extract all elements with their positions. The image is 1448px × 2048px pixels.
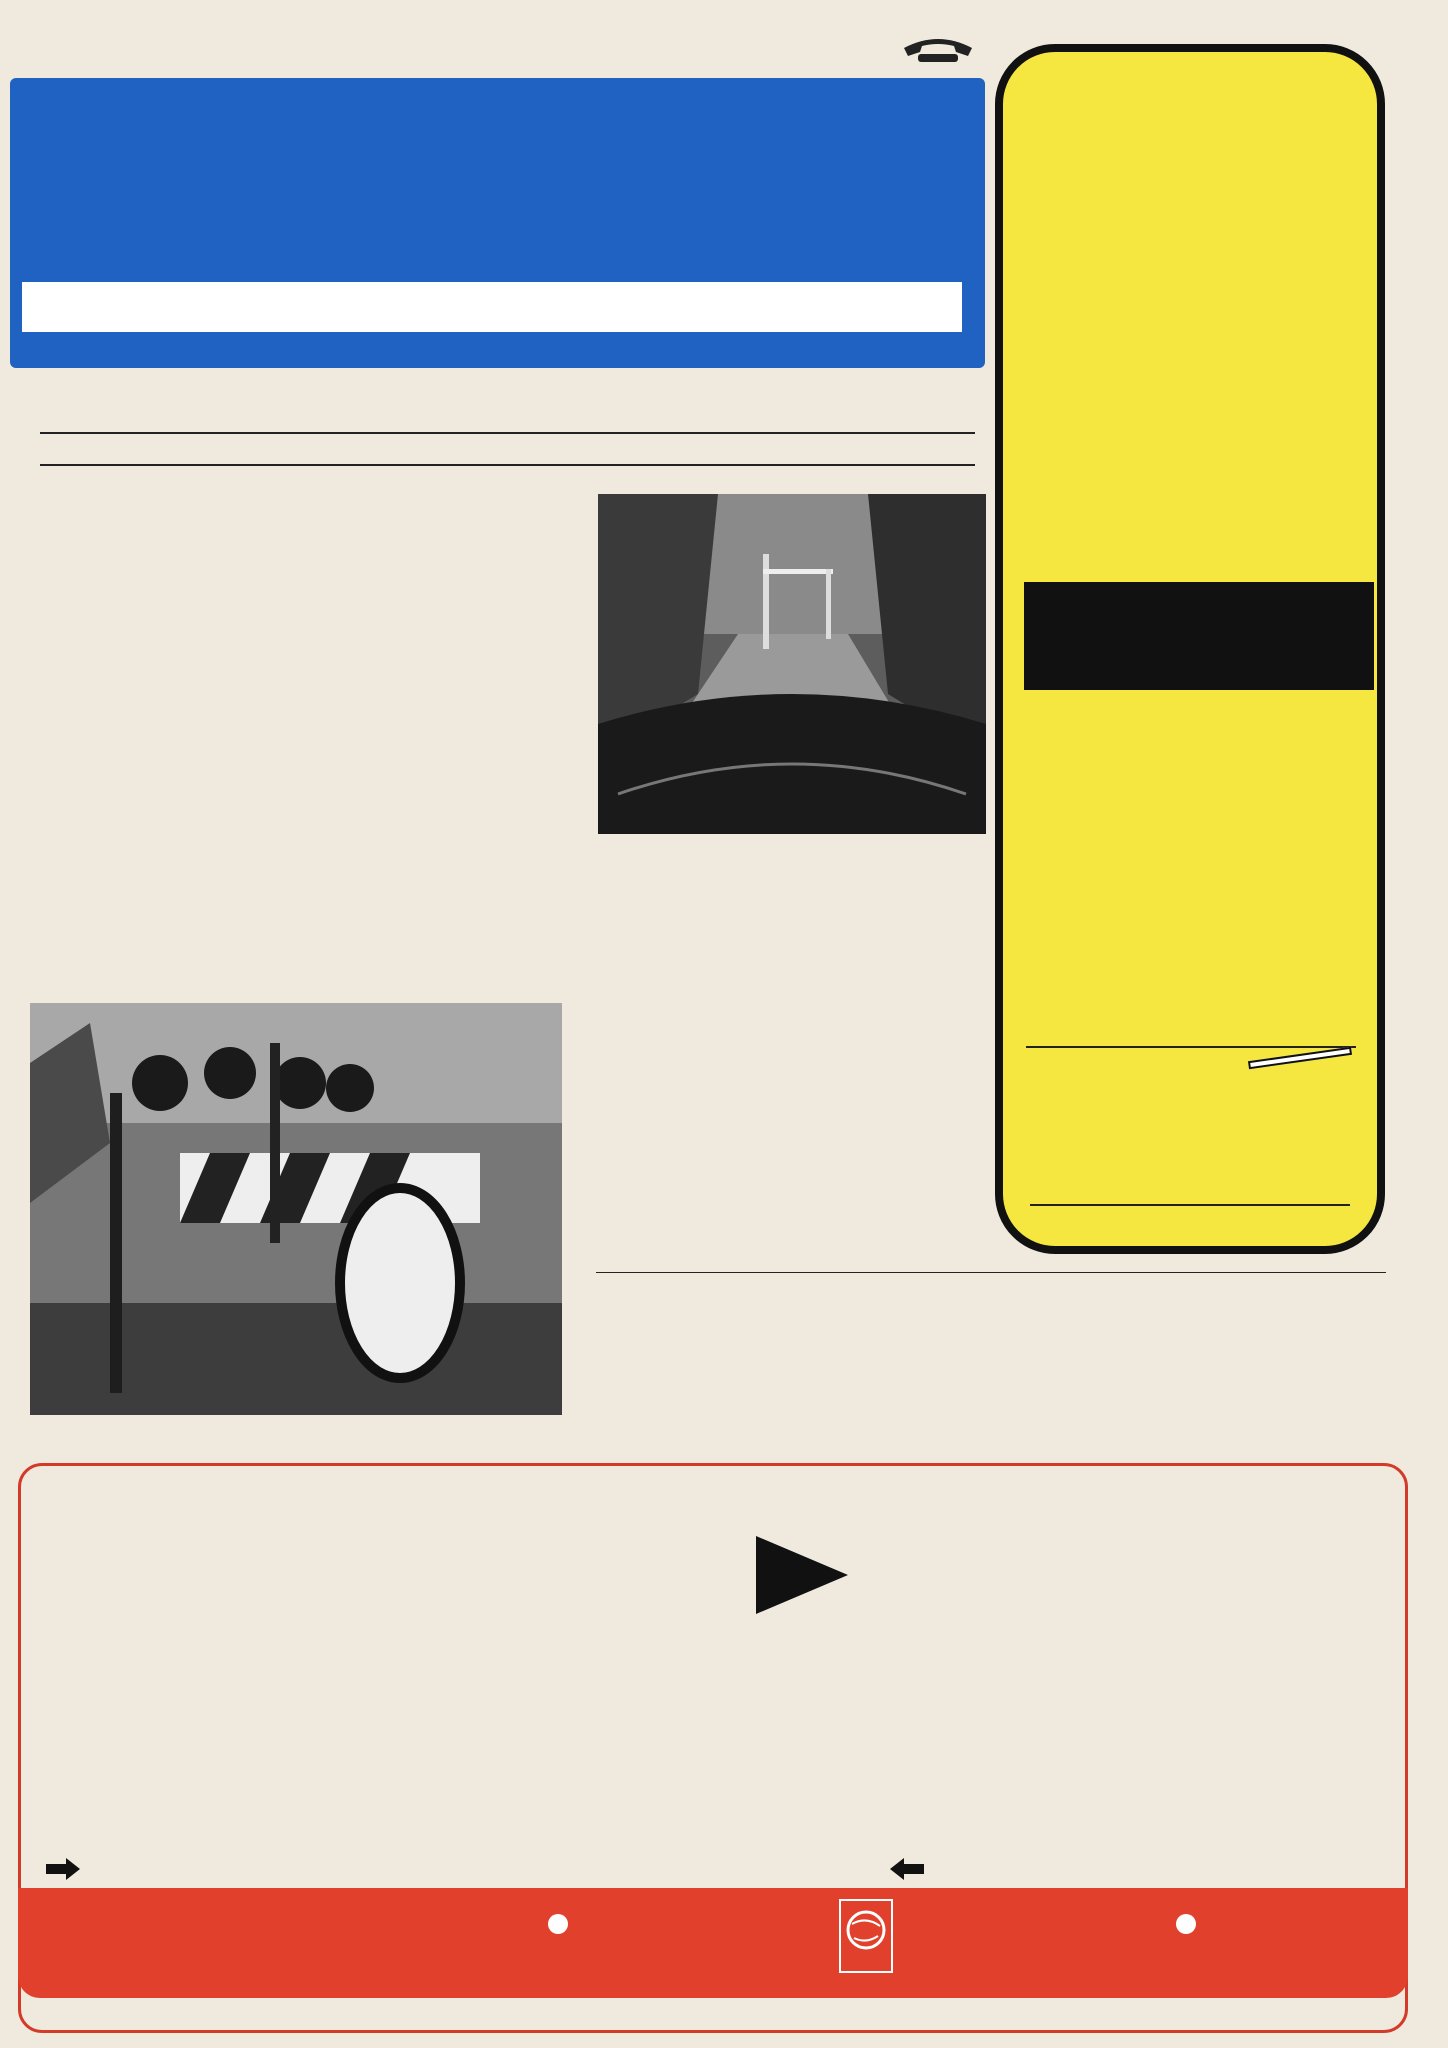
divider xyxy=(596,1272,1386,1273)
article-column-2 xyxy=(194,738,386,742)
globe-logo-icon xyxy=(838,1898,894,1974)
teppichland-footer xyxy=(18,1888,1408,1998)
article-column-5 xyxy=(794,884,980,898)
play-arrow-icon xyxy=(752,1532,852,1618)
service-banner xyxy=(1024,582,1374,690)
divider xyxy=(40,464,975,466)
pointing-hand-icon xyxy=(888,1856,926,1882)
bullet-dot xyxy=(1176,1914,1196,1934)
places-list xyxy=(12,378,972,404)
barrier-photo xyxy=(30,1003,562,1415)
road-photo xyxy=(598,494,986,834)
divider xyxy=(1030,1204,1350,1206)
telephone-icon xyxy=(898,34,978,66)
pointing-hand-icon xyxy=(44,1856,82,1882)
brief-wdr-text-2 xyxy=(1208,1290,1384,1298)
article-column-4 xyxy=(596,884,782,902)
divider xyxy=(1026,1046,1356,1048)
divider xyxy=(40,432,975,434)
bullet-dot xyxy=(548,1914,568,1934)
newspaper-subtitle xyxy=(22,282,962,332)
